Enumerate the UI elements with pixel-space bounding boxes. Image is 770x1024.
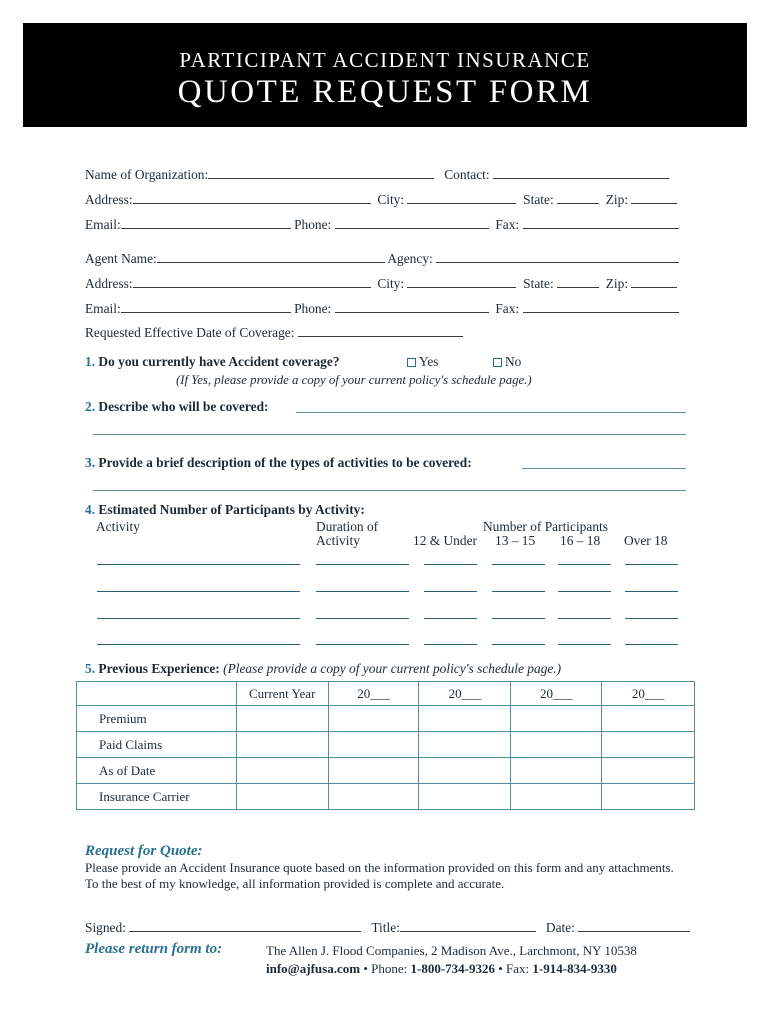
contact-label: Contact: xyxy=(444,167,490,182)
org-fax-field[interactable] xyxy=(523,218,679,229)
signature-row xyxy=(85,920,690,936)
date-field[interactable] xyxy=(578,921,690,932)
q2-text: Describe who will be covered: xyxy=(98,399,269,414)
q3-answer-line-2[interactable] xyxy=(93,490,686,491)
org-city-label: City: xyxy=(377,192,405,207)
return-fax: 1-914-834-9330 xyxy=(532,961,617,976)
org-name-field[interactable] xyxy=(208,168,434,179)
count-over-18-field[interactable] xyxy=(625,644,678,645)
table-cell[interactable] xyxy=(328,732,419,758)
col-duration-1: Duration of xyxy=(316,519,379,534)
table-cell[interactable] xyxy=(419,758,511,784)
org-contact-row xyxy=(85,217,679,233)
q1-yes-label: Yes xyxy=(419,354,439,369)
question-5 xyxy=(85,661,561,677)
date-label: Date: xyxy=(545,920,575,935)
agent-email-field[interactable] xyxy=(121,302,291,313)
duration-field[interactable] xyxy=(316,564,409,565)
row-label-paid-claims: Paid Claims xyxy=(77,732,237,758)
title-field[interactable] xyxy=(400,921,536,932)
form-subtitle: PARTICIPANT ACCIDENT INSURANCE xyxy=(179,48,591,72)
count-over-18-field[interactable] xyxy=(625,564,678,565)
agent-address-row xyxy=(85,276,677,292)
signed-field[interactable] xyxy=(129,921,361,932)
contact-field[interactable] xyxy=(493,168,669,179)
agent-contact-row xyxy=(85,301,679,317)
agency-field[interactable] xyxy=(436,252,679,263)
header-year-3: 20___ xyxy=(511,682,602,706)
duration-field[interactable] xyxy=(316,618,409,619)
table-cell[interactable] xyxy=(511,706,602,732)
table-row xyxy=(77,706,695,732)
header-year-4: 20___ xyxy=(602,682,695,706)
col-activity: Activity xyxy=(96,519,140,534)
row-label-premium: Premium xyxy=(77,706,237,732)
org-zip-field[interactable] xyxy=(631,193,677,204)
phone-separator: • Phone: xyxy=(360,961,411,976)
org-phone-label: Phone: xyxy=(294,217,332,232)
table-cell[interactable] xyxy=(419,784,511,810)
table-cell[interactable] xyxy=(602,758,695,784)
agent-address-label: Address: xyxy=(85,276,133,291)
return-email[interactable]: info@ajfusa.com xyxy=(266,961,361,976)
question-3 xyxy=(85,455,472,471)
duration-field[interactable] xyxy=(316,591,409,592)
q2-number: 2. xyxy=(85,399,96,414)
agent-phone-field[interactable] xyxy=(335,302,489,313)
org-name-row xyxy=(85,167,669,183)
experience-header-row xyxy=(77,682,695,706)
org-address-label: Address: xyxy=(85,192,133,207)
activity-field[interactable] xyxy=(97,591,300,592)
agent-fax-label: Fax: xyxy=(495,301,520,316)
question-4 xyxy=(85,502,365,518)
agent-name-row xyxy=(85,251,679,267)
header-year-1: 20___ xyxy=(328,682,419,706)
col-number-participants: Number of Participants xyxy=(483,519,608,534)
q1-number: 1. xyxy=(85,354,96,369)
org-address-field[interactable] xyxy=(133,193,371,204)
return-address-block xyxy=(266,942,637,978)
q1-yes-option[interactable] xyxy=(407,354,438,370)
count-12-under-field[interactable] xyxy=(424,618,477,619)
table-cell[interactable] xyxy=(236,706,328,732)
effective-date-label: Requested Effective Date of Coverage: xyxy=(85,325,295,340)
q1-note: (If Yes, please provide a copy of your current policy's schedule page.) xyxy=(176,373,532,387)
q5-text: Previous Experience: xyxy=(98,661,220,676)
table-cell[interactable] xyxy=(236,784,328,810)
table-row xyxy=(77,732,695,758)
q3-number: 3. xyxy=(85,455,96,470)
return-address: The Allen J. Flood Companies, 2 Madison Ave., Larchmont, NY 10538 xyxy=(266,943,637,958)
header-cell-blank xyxy=(77,682,237,706)
agent-zip-field[interactable] xyxy=(631,277,677,288)
count-12-under-field[interactable] xyxy=(424,564,477,565)
duration-field[interactable] xyxy=(316,644,409,645)
q4-text: Estimated Number of Participants by Activity: xyxy=(98,502,365,517)
agent-name-label: Agent Name: xyxy=(85,251,157,266)
count-13-15-field[interactable] xyxy=(492,591,545,592)
question-2 xyxy=(85,399,268,415)
count-12-under-field[interactable] xyxy=(424,644,477,645)
signed-label: Signed: xyxy=(85,920,126,935)
fax-separator: • Fax: xyxy=(494,961,533,976)
effective-date-field[interactable] xyxy=(298,326,463,337)
agent-fax-field[interactable] xyxy=(523,302,679,313)
return-label: Please return form to: xyxy=(85,941,223,957)
count-13-15-field[interactable] xyxy=(492,618,545,619)
agent-email-label: Email: xyxy=(85,301,121,316)
header-year-2: 20___ xyxy=(419,682,511,706)
table-cell[interactable] xyxy=(602,784,695,810)
count-13-15-field[interactable] xyxy=(492,564,545,565)
request-text: Please provide an Accident Insurance quote based on the information provided on this form and any attachments. To the best of my knowledge, all information provided is complete and accurate. xyxy=(85,860,674,891)
q2-answer-line-2[interactable] xyxy=(93,434,686,435)
table-cell[interactable] xyxy=(328,706,419,732)
count-13-15-field[interactable] xyxy=(492,644,545,645)
q2-answer-line-1[interactable] xyxy=(296,412,686,413)
agent-city-label: City: xyxy=(377,276,405,291)
q5-number: 5. xyxy=(85,661,96,676)
return-contact xyxy=(266,960,637,978)
table-row xyxy=(77,784,695,810)
org-fax-label: Fax: xyxy=(495,217,520,232)
org-zip-label: Zip: xyxy=(605,192,629,207)
activity-field[interactable] xyxy=(97,564,300,565)
activity-field[interactable] xyxy=(97,618,300,619)
org-name-label: Name of Organization: xyxy=(85,167,209,182)
col-12-under: 12 & Under xyxy=(413,533,477,548)
table-row xyxy=(77,758,695,784)
agent-name-field[interactable] xyxy=(157,252,385,263)
q5-note: (Please provide a copy of your current policy's schedule page.) xyxy=(223,661,562,676)
table-cell[interactable] xyxy=(511,732,602,758)
col-duration-2: Activity xyxy=(316,533,360,548)
agent-state-label: State: xyxy=(523,276,554,291)
header-current-year: Current Year xyxy=(236,682,328,706)
org-state-label: State: xyxy=(523,192,554,207)
agent-state-field[interactable] xyxy=(557,277,599,288)
count-16-18-field[interactable] xyxy=(558,564,611,565)
agent-zip-label: Zip: xyxy=(605,276,629,291)
request-title: Request for Quote: xyxy=(85,843,203,859)
q3-text: Provide a brief description of the types of activities to be covered: xyxy=(98,455,472,470)
table-cell[interactable] xyxy=(602,706,695,732)
count-12-under-field[interactable] xyxy=(424,591,477,592)
count-over-18-field[interactable] xyxy=(625,591,678,592)
count-16-18-field[interactable] xyxy=(558,644,611,645)
effective-date-row xyxy=(85,325,463,341)
table-cell[interactable] xyxy=(419,706,511,732)
table-cell[interactable] xyxy=(236,732,328,758)
org-email-field[interactable] xyxy=(121,218,291,229)
agent-address-field[interactable] xyxy=(133,277,371,288)
table-cell[interactable] xyxy=(511,758,602,784)
count-over-18-field[interactable] xyxy=(625,618,678,619)
agent-city-field[interactable] xyxy=(407,277,516,288)
table-cell[interactable] xyxy=(511,784,602,810)
agent-phone-label: Phone: xyxy=(294,301,332,316)
q1-no-label: No xyxy=(505,354,522,369)
table-cell[interactable] xyxy=(328,784,419,810)
table-cell[interactable] xyxy=(328,758,419,784)
count-16-18-field[interactable] xyxy=(558,618,611,619)
col-16-18: 16 – 18 xyxy=(560,533,601,548)
activity-field[interactable] xyxy=(97,644,300,645)
return-phone: 1-800-734-9326 xyxy=(410,961,495,976)
q3-answer-line-1[interactable] xyxy=(522,468,686,469)
no-checkbox[interactable] xyxy=(493,358,502,367)
org-email-label: Email: xyxy=(85,217,121,232)
question-1 xyxy=(85,354,340,370)
org-city-field[interactable] xyxy=(407,193,516,204)
q4-number: 4. xyxy=(85,502,96,517)
org-state-field[interactable] xyxy=(557,193,599,204)
experience-table xyxy=(76,681,695,810)
table-cell[interactable] xyxy=(602,732,695,758)
q1-text: Do you currently have Accident coverage? xyxy=(98,354,340,369)
table-cell[interactable] xyxy=(236,758,328,784)
table-cell[interactable] xyxy=(419,732,511,758)
col-13-15: 13 – 15 xyxy=(495,533,536,548)
q1-no-option[interactable] xyxy=(493,354,521,370)
col-over-18: Over 18 xyxy=(624,533,668,548)
title-label: Title: xyxy=(371,920,400,935)
form-title: QUOTE REQUEST FORM xyxy=(177,74,593,110)
org-phone-field[interactable] xyxy=(335,218,489,229)
agency-label: Agency: xyxy=(387,251,433,266)
form-header xyxy=(23,23,747,127)
count-16-18-field[interactable] xyxy=(558,591,611,592)
row-label-as-of-date: As of Date xyxy=(77,758,237,784)
row-label-insurance-carrier: Insurance Carrier xyxy=(77,784,237,810)
yes-checkbox[interactable] xyxy=(407,358,416,367)
org-address-row xyxy=(85,192,677,208)
